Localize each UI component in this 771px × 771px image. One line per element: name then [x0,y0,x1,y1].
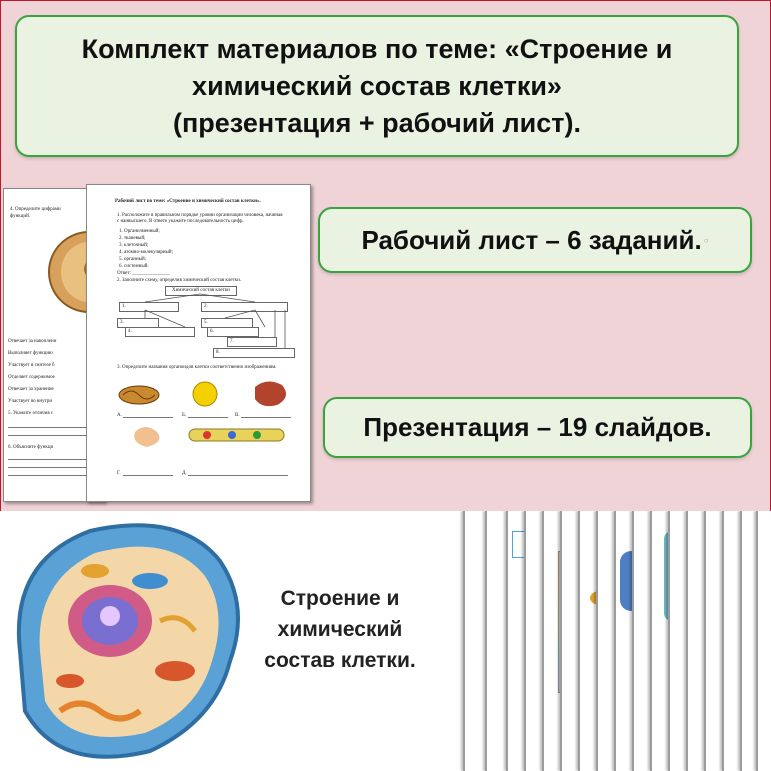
level-item: 4. атомно-молекулярный; [119,250,173,255]
scheme-box-label: 6. [210,329,214,334]
stacked-slide [756,511,771,771]
answer-line [8,467,88,468]
image-label: Б. [182,413,187,418]
scheme-box-label: 2. [204,304,208,309]
slide-title-line: состав клетки. [264,649,416,672]
image-label: Г. [117,471,121,476]
task5-text: 5. Укажите отличия с [8,411,54,416]
level-item: 6. системный. [119,264,149,269]
row-text: Участвует в синтезе б [8,363,55,368]
row-text: Отделяет содержимое [8,375,55,380]
task1-text: 1. Расположите в правильном порядке уровни организации человека, начиная [117,213,283,218]
answer-line [241,417,291,418]
worksheet-page-front [86,184,311,502]
task2-text: 2. Заполните схему, определив химический состав клетки. [117,278,242,283]
cell-illustration [0,511,260,771]
title-line-2: химический состав клетки» [192,70,562,101]
task1-text-b: с наивысшего. В ответе укажите последовательность цифр. [117,219,244,224]
row-text: Отвечает за накоплени [8,339,57,344]
answer-line [188,417,228,418]
worksheet-callout-text: Рабочий лист – 6 заданий. [361,224,702,255]
answer-line [188,475,288,476]
scheme-box-label: 5. [204,320,208,325]
row-text: Отвечает за хранение [8,387,54,392]
worksheet-callout: Рабочий лист – 6 заданий. ○ [318,207,752,273]
slide-title-line: Строение и [280,587,400,610]
row-text: Участвует во внутри [8,399,52,404]
task4-text-b: функций. [10,214,30,219]
slide-title-line: химический [277,618,403,641]
row-text: Выполняет функцию [8,351,53,356]
scheme-arrows [115,293,305,358]
level-item: 2. тканевый; [119,236,146,241]
scheme-box-label: 8. [216,350,220,355]
level-item: 5. органный; [119,257,147,262]
answer-line [8,435,88,436]
level-item: 3. клеточный; [119,243,149,248]
answer-line-text: Ответ: _______________ [117,271,170,276]
answer-line [8,459,88,460]
answer-line [123,475,173,476]
task3-text: 3. Определите названия органоидов клетки соответственно изображениям. [117,365,277,370]
scheme-title: Химический состав клетки [172,288,230,293]
task6-text: 6. Объясните функци [8,445,54,450]
presentation-callout [323,397,752,458]
presentation-callout-text: Презентация – 19 слайдов. [363,412,712,442]
slide-title [255,583,425,676]
image-label: Д. [182,471,187,476]
level-item: 1. Организменный; [119,229,160,234]
image-label: А. [117,413,122,418]
task4-text: 4. Определите цифрами [10,207,61,212]
title-line-3: (презентация + рабочий лист). [172,107,582,138]
organelle-images [117,377,302,477]
answer-line [8,427,88,428]
worksheet-heading: Рабочий лист по теме: «Строение и химический состав клетки». [115,199,261,204]
scheme-box-label: 1. [122,304,126,309]
scheme-box-label: 7. [230,339,234,344]
answer-line [123,417,173,418]
image-label: В. [235,413,240,418]
main-title-callout [15,15,739,157]
title-line-1: Комплект материалов по теме: «Строение и [81,33,673,64]
scheme-box-label: 3. [120,320,124,325]
scheme-box-label: 4. [128,329,132,334]
title-slide [0,511,471,771]
answer-line [8,475,88,476]
slides-strip [0,511,771,771]
